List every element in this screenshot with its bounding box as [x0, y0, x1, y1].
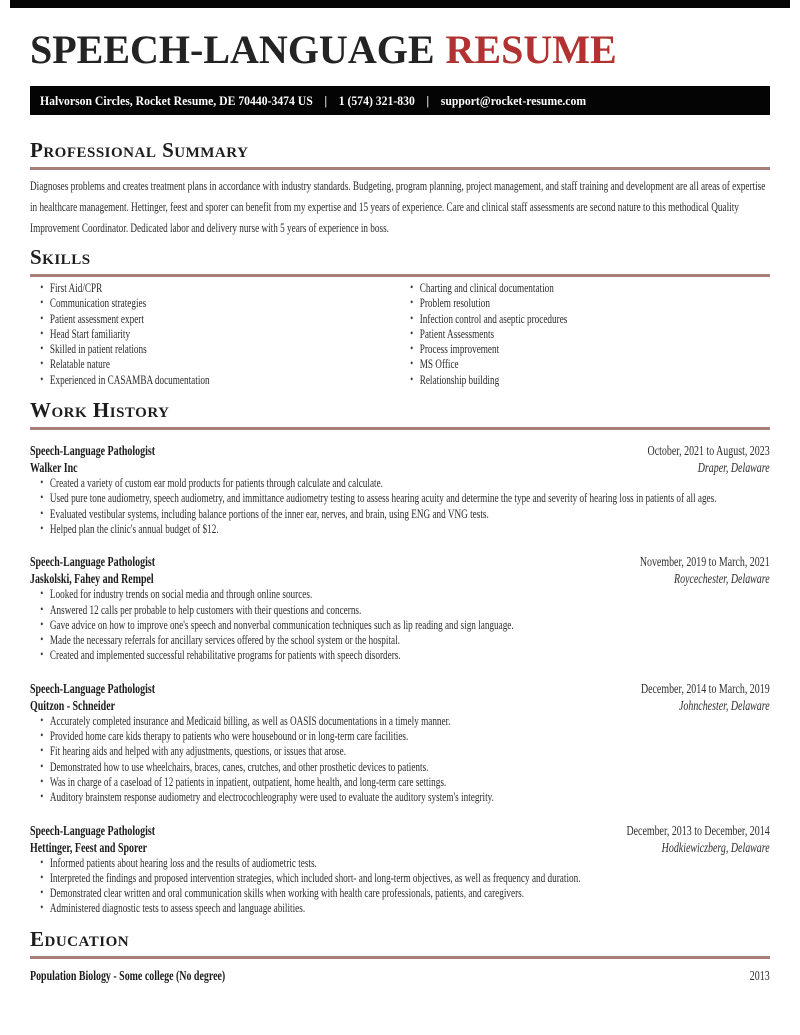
- separator: |: [426, 92, 430, 108]
- contact-phone: 1 (574) 321-830: [338, 92, 415, 108]
- top-accent-bar: [10, 0, 790, 8]
- job-company: Jaskolski, Fahey and Rempel: [30, 571, 154, 587]
- section-rule: [30, 274, 770, 277]
- section-education: [30, 927, 770, 984]
- skill-item: • Charting and clinical documentation: [410, 281, 770, 296]
- job-location: Johnchester, Delaware: [678, 697, 770, 713]
- contact-bar: [30, 86, 770, 115]
- contact-address: Halvorson Circles, Rocket Resume, DE 70440-3474 US: [40, 92, 313, 108]
- skill-item: • Infection control and aseptic procedures: [410, 312, 770, 327]
- job-dates: December, 2014 to March, 2019: [640, 680, 770, 696]
- section-rule: [30, 167, 770, 170]
- skills-list-right: [400, 281, 770, 388]
- job-subheader-row: [30, 839, 770, 856]
- skills-list-left: [30, 281, 400, 388]
- bullet-item: • Created and implemented successful rehabilitative programs for patients with speech disorders.: [40, 648, 769, 663]
- job-entry: [30, 442, 770, 537]
- bullet-item: • Gave advice on how to improve one's speech and nonverbal communication techniques such as lip reading and sign language.: [40, 618, 769, 633]
- skill-item: • Relatable nature: [40, 357, 400, 372]
- bullet-item: • Fit hearing aids and helped with any adjustments, questions, or issues that arose.: [40, 744, 769, 759]
- job-entry: [30, 822, 770, 917]
- job-dates: December, 2013 to December, 2014: [626, 822, 770, 838]
- job-title: Speech-Language Pathologist: [30, 554, 156, 570]
- job-title: Speech-Language Pathologist: [30, 680, 156, 696]
- bullet-item: • Informed patients about hearing loss and the results of audiometric tests.: [40, 856, 769, 871]
- skill-item: • Skilled in patient relations: [40, 342, 400, 357]
- education-entry: [30, 967, 770, 984]
- section-work-history: [30, 398, 770, 917]
- bullet-item: • Auditory brainstem response audiometry and electrocochleography were used to evaluate the auditory system's integrity.: [40, 790, 769, 805]
- title-accent: RESUME: [445, 27, 617, 72]
- page-title: [30, 27, 770, 72]
- bullet-item: • Provided home care kids therapy to patients who were housebound or in long-term care facilities.: [40, 729, 769, 744]
- bullet-item: • Was in charge of a caseload of 12 patients in inpatient, outpatient, home health, and long-term care settings.: [40, 775, 769, 790]
- separator: |: [324, 92, 328, 108]
- job-header-row: [30, 680, 770, 697]
- job-subheader-row: [30, 697, 770, 714]
- section-rule: [30, 427, 770, 430]
- bullet-item: • Administered diagnostic tests to assess speech and language abilities.: [40, 901, 769, 916]
- skill-item: • Problem resolution: [410, 296, 770, 311]
- bullet-item: • Interpreted the findings and proposed intervention strategies, which included short- and long-term objectives, as well as frequency and duration.: [40, 871, 769, 886]
- bullet-item: • Created a variety of custom ear mold products for patients through calculate and calculate.: [40, 476, 769, 491]
- contact-email: support@rocket-resume.com: [440, 92, 587, 108]
- education-year: 2013: [749, 967, 770, 983]
- skill-item: • Relationship building: [410, 373, 770, 388]
- section-professional-summary: [30, 138, 770, 239]
- job-location: Hodkiewiczberg, Delaware: [661, 839, 770, 855]
- job-bullets: [30, 587, 770, 663]
- skill-item: • MS Office: [410, 357, 770, 372]
- bullet-item: • Accurately completed insurance and Medicaid billing, as well as OASIS documentations in a timely manner.: [40, 714, 769, 729]
- job-company: Hettinger, Feest and Sporer: [30, 839, 148, 855]
- bullet-item: • Demonstrated clear written and oral communication skills when working with health care professionals, patients, and caregivers.: [40, 886, 769, 901]
- bullet-item: • Demonstrated how to use wheelchairs, braces, canes, crutches, and other prosthetic devices to patients.: [40, 760, 769, 775]
- education-title: Population Biology - Some college (No degree): [30, 967, 226, 983]
- bullet-item: • Evaluated vestibular systems, including balance portions of the inner ear, nerves, and brain, using ENG and VNG tests.: [40, 507, 769, 522]
- job-bullets: [30, 476, 770, 537]
- job-location: Draper, Delaware: [697, 460, 770, 476]
- section-rule: [30, 956, 770, 959]
- skill-item: • Head Start familiarity: [40, 327, 400, 342]
- skill-item: • Patient assessment expert: [40, 312, 400, 327]
- job-entry: [30, 680, 770, 806]
- skill-item: • Process improvement: [410, 342, 770, 357]
- summary-text: Diagnoses problems and creates treatment plans in accordance with industry standards. Budgeting, program planning, project management, and staff training and development are all areas of expertise in healthcare management. Hettinger, feest and sporer can benefit from my expertise and 15 years of experience. Care and clinical staff assessments are second nature to this methodical Quality Improvement Coordinator. Dedicated labor and delivery nurse with 5 years of experience in boss.: [30, 179, 766, 235]
- bullet-item: • Made the necessary referrals for ancillary services offered by the school system or the hospital.: [40, 633, 769, 648]
- job-entry: [30, 553, 770, 663]
- bullet-item: • Looked for industry trends on social media and through online sources.: [40, 587, 769, 602]
- education-heading: Education: [30, 926, 130, 951]
- job-location: Roycechester, Delaware: [674, 571, 770, 587]
- bullet-item: • Answered 12 calls per probable to help customers with their questions and concerns.: [40, 603, 769, 618]
- contact-line: [40, 93, 586, 109]
- title-primary: SPEECH-LANGUAGE: [30, 27, 435, 72]
- skill-item: • Patient Assessments: [410, 327, 770, 342]
- work-history-heading: Work History: [30, 398, 170, 423]
- job-header-row: [30, 553, 770, 570]
- job-company: Quitzon - Schneider: [30, 697, 116, 713]
- skill-item: • Experienced in CASAMBA documentation: [40, 373, 400, 388]
- job-title: Speech-Language Pathologist: [30, 822, 156, 838]
- section-skills: [30, 245, 770, 388]
- job-subheader-row: [30, 570, 770, 587]
- job-dates: October, 2021 to August, 2023: [647, 443, 770, 459]
- skills-columns: [30, 281, 770, 388]
- job-title: Speech-Language Pathologist: [30, 443, 156, 459]
- job-header-row: [30, 442, 770, 459]
- skills-heading: Skills: [30, 245, 91, 269]
- job-header-row: [30, 822, 770, 839]
- skill-item: • First Aid/CPR: [40, 281, 400, 296]
- summary-heading: Professional Summary: [30, 138, 249, 162]
- bullet-item: • Helped plan the clinic's annual budget of $12.: [40, 522, 769, 537]
- skill-item: • Communication strategies: [40, 296, 400, 311]
- job-bullets: [30, 714, 770, 806]
- job-company: Walker Inc: [30, 460, 78, 476]
- job-bullets: [30, 856, 770, 917]
- bullet-item: • Used pure tone audiometry, speech audiometry, and immittance audiometry testing to assess hearing acuity and determine the type and severity of hearing loss in patients of all ages.: [40, 491, 769, 506]
- job-dates: November, 2019 to March, 2021: [639, 554, 770, 570]
- job-subheader-row: [30, 459, 770, 476]
